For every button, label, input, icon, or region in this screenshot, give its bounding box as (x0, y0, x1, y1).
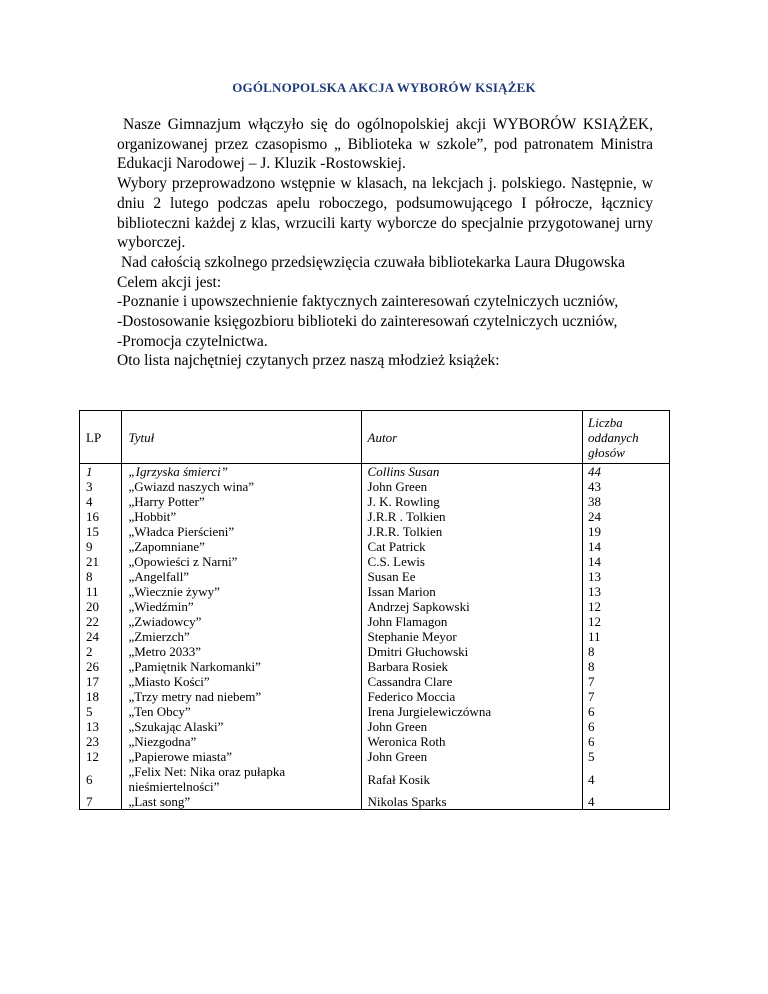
cell-lp: 3 (80, 479, 122, 494)
cell-lp: 6 (80, 764, 122, 794)
librarian-paragraph: Nad całością szkolnego przedsięwzięcia czuwała bibliotekarka Laura Długowska (121, 253, 625, 271)
table-row (80, 644, 670, 659)
table-row (80, 569, 670, 584)
cell-votes: 12 (583, 614, 670, 629)
cell-author: J. K. Rowling (361, 494, 583, 509)
table-row (80, 704, 670, 719)
cell-author: C.S. Lewis (361, 554, 583, 569)
cell-lp: 18 (80, 689, 122, 704)
table-row (80, 539, 670, 554)
table-row (80, 524, 670, 539)
cell-title: „Angelfall” (122, 569, 361, 584)
cell-title: „Hobbit” (122, 509, 361, 524)
cell-author: Nikolas Sparks (361, 794, 583, 810)
cell-author: Federico Moccia (361, 689, 583, 704)
cell-title: „Niezgodna” (122, 734, 361, 749)
cell-author: John Green (361, 479, 583, 494)
cell-author: Susan Ee (361, 569, 583, 584)
cell-author: John Flamagon (361, 614, 583, 629)
table-row (80, 464, 670, 480)
cell-author: John Green (361, 749, 583, 764)
table-row (80, 674, 670, 689)
cell-votes: 4 (583, 794, 670, 810)
cell-votes: 13 (583, 584, 670, 599)
cell-author: Barbara Rosiek (361, 659, 583, 674)
cell-lp: 12 (80, 749, 122, 764)
cell-lp: 2 (80, 644, 122, 659)
cell-author: Cassandra Clare (361, 674, 583, 689)
cell-title: „Zwiadowcy” (122, 614, 361, 629)
cell-votes: 43 (583, 479, 670, 494)
table-row (80, 659, 670, 674)
cell-votes: 8 (583, 659, 670, 674)
cell-lp: 4 (80, 494, 122, 509)
cell-votes: 6 (583, 704, 670, 719)
table-row (80, 764, 670, 794)
header-title: Tytuł (122, 411, 361, 464)
table-row (80, 494, 670, 509)
cell-votes: 12 (583, 599, 670, 614)
cell-author: J.R.R. Tolkien (361, 524, 583, 539)
table-row (80, 614, 670, 629)
cell-title: „Trzy metry nad niebem” (122, 689, 361, 704)
goal-heading: Celem akcji jest: (117, 273, 222, 291)
header-lp: LP (80, 411, 122, 464)
books-table (79, 410, 670, 810)
cell-lp: 17 (80, 674, 122, 689)
document-title: OGÓLNOPOLSKA AKCJA WYBORÓW KSIĄŻEK (232, 80, 536, 95)
cell-votes: 24 (583, 509, 670, 524)
cell-title: „Opowieści z Narni” (122, 554, 361, 569)
cell-votes: 13 (583, 569, 670, 584)
cell-votes: 6 (583, 719, 670, 734)
cell-lp: 26 (80, 659, 122, 674)
header-author: Autor (361, 411, 583, 464)
cell-author: Weronica Roth (361, 734, 583, 749)
cell-author: Dmitri Głuchowski (361, 644, 583, 659)
cell-lp: 9 (80, 539, 122, 554)
cell-title: „Harry Potter” (122, 494, 361, 509)
cell-author: J.R.R . Tolkien (361, 509, 583, 524)
table-row (80, 479, 670, 494)
cell-lp: 7 (80, 794, 122, 810)
cell-title: „Miasto Kości” (122, 674, 361, 689)
cell-title: „Metro 2033” (122, 644, 361, 659)
cell-title: „Zapomniane” (122, 539, 361, 554)
goal-item: -Dostosowanie księgozbioru biblioteki do zainteresowań czytelniczych uczniów, (117, 313, 618, 331)
cell-author: Stephanie Meyor (361, 629, 583, 644)
header-votes: Liczba oddanych głosów (583, 411, 670, 464)
table-row (80, 629, 670, 644)
table-row (80, 554, 670, 569)
cell-title: „Ten Obcy” (122, 704, 361, 719)
cell-author: Irena Jurgielewiczówna (361, 704, 583, 719)
cell-title: „Papierowe miasta” (122, 749, 361, 764)
table-row (80, 509, 670, 524)
elections-paragraph: Wybory przeprowadzono wstępnie w klasach, na lekcjach j. polskiego. Następnie, w dniu 2 lutego podczas apelu roboczego, podsumowującego I półrocze, łącznicy biblioteczni każdej z klas, wrzucili karty wyborcze do specjalnie przygotowanej urny wyborczej. (117, 175, 653, 252)
cell-title: „Władca Pierścieni” (122, 524, 361, 539)
table-body (80, 464, 670, 810)
cell-lp: 24 (80, 629, 122, 644)
cell-votes: 19 (583, 524, 670, 539)
table-row (80, 719, 670, 734)
cell-lp: 11 (80, 584, 122, 599)
table-row (80, 584, 670, 599)
table-row (80, 599, 670, 614)
cell-title: „Wiecznie żywy” (122, 584, 361, 599)
cell-votes: 8 (583, 644, 670, 659)
cell-lp: 1 (80, 464, 122, 480)
cell-title: „Szukając Alaski” (122, 719, 361, 734)
cell-lp: 22 (80, 614, 122, 629)
list-intro: Oto lista najchętniej czytanych przez naszą młodzież książek: (117, 352, 500, 370)
cell-votes: 5 (583, 749, 670, 764)
cell-votes: 7 (583, 689, 670, 704)
cell-title: „Igrzyska śmierci” (122, 464, 361, 480)
goal-item: -Promocja czytelnictwa. (117, 332, 268, 350)
cell-votes: 7 (583, 674, 670, 689)
table-row (80, 794, 670, 810)
cell-title: „Last song” (122, 794, 361, 810)
cell-title: „Pamiętnik Narkomanki” (122, 659, 361, 674)
document-body (117, 115, 653, 371)
table-row (80, 689, 670, 704)
goal-item: -Poznanie i upowszechnienie faktycznych zainteresowań czytelniczych uczniów, (117, 293, 619, 311)
cell-author: Andrzej Sapkowski (361, 599, 583, 614)
cell-votes: 38 (583, 494, 670, 509)
cell-lp: 8 (80, 569, 122, 584)
cell-title: „Zmierzch” (122, 629, 361, 644)
cell-lp: 13 (80, 719, 122, 734)
cell-lp: 21 (80, 554, 122, 569)
cell-title: „Gwiazd naszych wina” (122, 479, 361, 494)
cell-votes: 11 (583, 629, 670, 644)
cell-votes: 14 (583, 554, 670, 569)
cell-title: „Felix Net: Nika oraz pułapka nieśmiertelności” (122, 764, 361, 794)
cell-votes: 4 (583, 764, 670, 794)
cell-author: Issan Marion (361, 584, 583, 599)
cell-lp: 15 (80, 524, 122, 539)
table-row (80, 734, 670, 749)
cell-author: Cat Patrick (361, 539, 583, 554)
cell-lp: 23 (80, 734, 122, 749)
intro-paragraph: Nasze Gimnazjum włączyło się do ogólnopolskiej akcji WYBORÓW KSIĄŻEK, organizowanej przez czasopismo „ Biblioteka w szkole”, pod patronatem Ministra Edukacji Narodowej – J. Kluzik -Rostowskiej. (117, 116, 653, 173)
table-row (80, 749, 670, 764)
cell-lp: 20 (80, 599, 122, 614)
cell-votes: 6 (583, 734, 670, 749)
cell-votes: 44 (583, 464, 670, 480)
cell-lp: 16 (80, 509, 122, 524)
cell-author: Collins Susan (361, 464, 583, 480)
cell-author: Rafał Kosik (361, 764, 583, 794)
cell-lp: 5 (80, 704, 122, 719)
cell-author: John Green (361, 719, 583, 734)
cell-title: „Wiedźmin” (122, 599, 361, 614)
cell-votes: 14 (583, 539, 670, 554)
table-header-row (80, 411, 670, 464)
